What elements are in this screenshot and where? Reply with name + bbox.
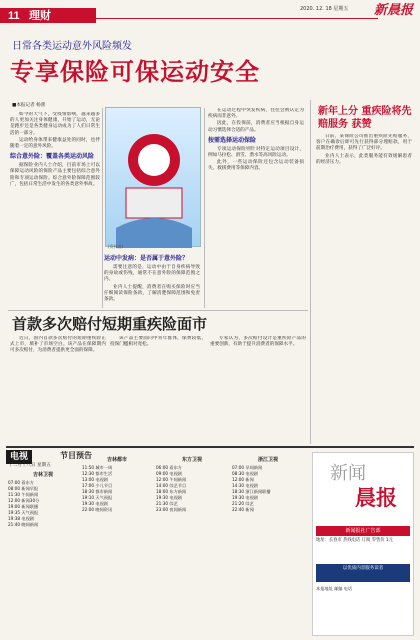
- program-item: 06:00 看东方: [156, 465, 182, 471]
- article-column-3: [208, 108, 304, 308]
- second-article-col-1: [10, 336, 106, 442]
- section-title: 理财: [29, 10, 51, 22]
- program-item: 13:00 电视剧: [82, 477, 108, 482]
- article-column-2: [104, 252, 200, 308]
- promo-text: 地址：长春市 热线电话 订阅 零售价 1元: [316, 538, 393, 543]
- program-item: 11:30 午间新闻: [8, 492, 39, 497]
- second-article-col-2: [110, 336, 206, 442]
- promo-bar: 新闻报社广告部: [316, 526, 410, 536]
- tv-channel-4: [232, 455, 304, 513]
- paragraph: 因此，在投保前，消费者应当根据自身运动习惯选择合适的产品。: [208, 121, 304, 133]
- paragraph: 需要注意的是，运动中由于自身疾病导致的身故或伤残，通常不在意外险的保障范围之内。: [104, 265, 200, 283]
- program-item: 19:35 天气预报: [8, 509, 39, 515]
- tv-guide-date: 十二月十八日 星期五: [8, 463, 51, 468]
- tv-channel-3: [156, 455, 228, 513]
- program-item: 19:30 电视剧: [156, 494, 182, 500]
- subheading: 运动中发病：是否属于意外险？: [104, 255, 189, 262]
- column-divider: [102, 108, 103, 308]
- sidebar-article: [316, 134, 412, 440]
- insurance-illustration: [105, 107, 201, 247]
- article-kicker: 日常各类运动意外风险频发: [12, 41, 132, 52]
- masthead-logo: [374, 2, 416, 26]
- tv-guide-title: 电视: [6, 450, 32, 464]
- tv-guide-subtitle: 节目预告: [60, 451, 92, 460]
- program-item: 09:00 电视剧: [156, 471, 182, 477]
- channel-name: 东方卫视: [181, 457, 202, 463]
- paragraph: 专项运动保险则针对特定运动项目设计，例如马拉松、滑雪、潜水等高风险运动。: [208, 146, 304, 159]
- promo-slogan: 以优质内容服务读者: [316, 564, 410, 582]
- channel-name: 吉林卫视: [32, 472, 53, 478]
- program-item: 18:00 东方新闻: [156, 488, 187, 494]
- program-item: 18:30 浙江新闻联播: [232, 488, 271, 494]
- paragraph: 专家认为，多次赔付设计是重疾险产品的重要创新，有助于提升消费者的保障水平。: [210, 336, 306, 348]
- channel-name: 吉林都市: [106, 457, 127, 463]
- program-item: 22:40 新闻: [232, 506, 254, 512]
- header-rule: [96, 18, 378, 19]
- tv-channel-1: [8, 470, 78, 528]
- program-item: 19:00 新闻联播: [8, 503, 39, 509]
- image-caption: (资料图): [108, 244, 124, 249]
- paragraph: 如今的天气下，受疫情影响，越来越多的人更加关注身体健康，开始了运动，无论是跑步还是各类健身运动成为了人们日常生活的一部分。: [10, 112, 100, 136]
- program-item: 11:50 城市一周: [82, 465, 113, 471]
- article-byline: ■本报记者 杨蕾: [12, 103, 46, 108]
- program-item: 19:10 天气预报: [82, 494, 113, 500]
- program-item: 21:20 综艺: [232, 500, 254, 506]
- paragraph: 在运动过程中突发疾病，往往会被认定为疾病而非意外。: [208, 108, 304, 120]
- program-item: 07:00 看东方: [8, 480, 34, 486]
- issue-date: 2020. 12. 18 星期五: [300, 6, 349, 12]
- program-item: 22:00 晚间资讯: [82, 506, 113, 512]
- program-item: 17:00 少儿节目: [82, 482, 113, 488]
- sidebar-headline: 新年上分 重疾险将先赔服务 获赞: [318, 106, 412, 130]
- tv-divider: [6, 446, 414, 448]
- article-headline: 专享保险可保运动安全: [10, 57, 260, 86]
- program-item: 08:30 电视剧: [232, 471, 258, 477]
- program-item: 18:30 都市新闻: [82, 488, 113, 494]
- channel-name: 浙江卫视: [257, 457, 278, 463]
- program-item: 07:00 早间新闻: [232, 465, 263, 471]
- subheading: 按需选择运动保险: [208, 136, 257, 144]
- program-item: 21:30 综艺: [156, 500, 178, 506]
- promo-word-2: 晨报: [355, 485, 397, 510]
- second-article-col-3: [210, 336, 306, 442]
- tv-channel-2: [82, 455, 152, 513]
- paragraph: 该产品主要面向中青年群体，保费较低，投保门槛相对宽松。: [110, 336, 206, 348]
- article-column-1: [10, 112, 100, 307]
- program-item: 14:30 电视剧: [232, 482, 258, 488]
- page-number: 11: [8, 10, 20, 22]
- paragraph: 业内人士提醒，消费者在购买保险时应当仔细阅读保险条款，了解清楚保障范围和免责条款。: [104, 284, 200, 303]
- column-divider: [310, 100, 311, 444]
- program-item: 12:30 都市生活: [82, 471, 113, 477]
- program-item: 12:00 新闻30分: [8, 497, 40, 503]
- column-divider: [204, 108, 205, 308]
- program-item: 14:00 综艺节目: [156, 482, 187, 488]
- program-item: 21:40 晚间新闻: [8, 521, 39, 527]
- paragraph: 据保险业内人士介绍，目前市场上可以保障运动风险的保险产品主要包括综合意外险和专项运动保险。综合意外险保障范围较广，包括日常生活中发生的各类意外事故。: [10, 163, 100, 187]
- program-item: 19:30 电视剧: [232, 494, 258, 500]
- program-item: 19:30 电视剧: [82, 500, 108, 506]
- second-headline: 首款多次赔付短期重疾险面市: [12, 315, 208, 333]
- program-item: 23:00 夜间新闻: [156, 506, 187, 512]
- program-item: 19:38 电视剧: [8, 515, 34, 521]
- program-item: 08:00 新闻早报: [8, 486, 39, 492]
- promo-word-1: 新闻: [330, 463, 366, 484]
- paragraph: 运动给身体带来健康益处的同时，也伴随着一定的意外风险。: [10, 137, 100, 149]
- program-item: 12:00 新闻: [232, 477, 254, 482]
- masthead-text: 新晨报: [374, 3, 414, 18]
- promo-footer: 本报地址 邮编 电话: [316, 586, 353, 591]
- paragraph: 日前，某保险公司推出重疾险先赔服务，客户在确诊后即可先行获得部分理赔款，用于前期治疗费用，获得了广泛好评。: [316, 134, 412, 152]
- paragraph: 近日，国内首款多次赔付的短期重疾险正式上市，填补了市场空白。该产品在保障期内可多次赔付，为消费者提供更全面的保障。: [10, 336, 106, 354]
- section-divider: [8, 310, 308, 311]
- program-item: 12:00 午间新闻: [156, 477, 187, 482]
- paragraph: 业内人士表示，此类服务能有效缓解患者的经济压力。: [316, 153, 412, 165]
- subheading: 综合意外险：覆盖各类运动风险: [10, 153, 95, 161]
- paragraph: 此外，一些运动保险还包含运动装备损失、救援费用等保障内容。: [208, 160, 304, 172]
